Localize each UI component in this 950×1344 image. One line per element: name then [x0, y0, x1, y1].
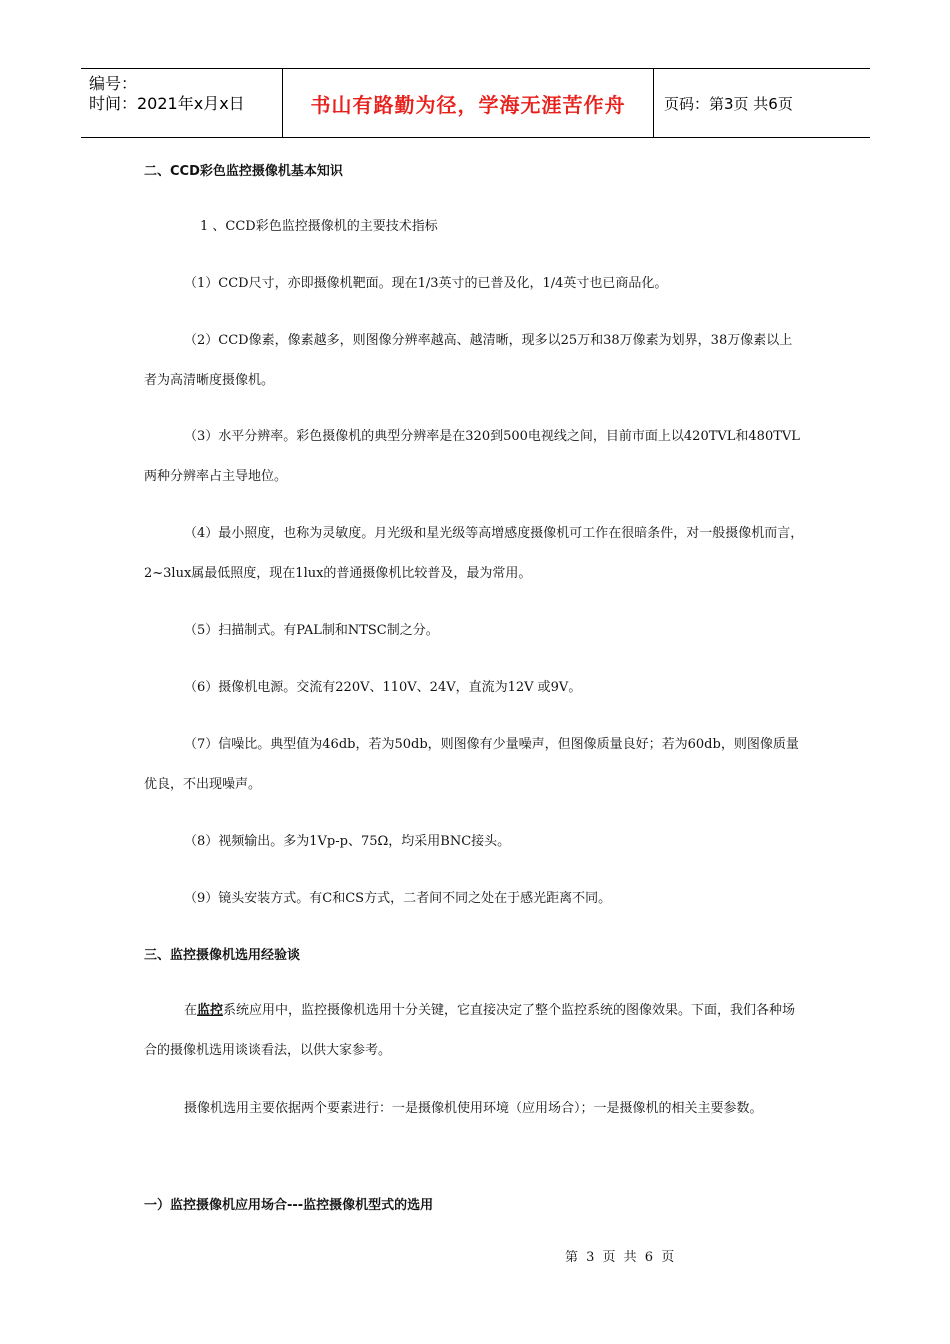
spec-item-7: （7）信噪比。典型值为46db，若为50db，则图像有少量噪声，但图像质量良好；若为60db，则图像质量优良，不出现噪声。 [144, 737, 799, 792]
header-page-label: 页码：第3页 共6页 [664, 94, 793, 113]
spec-item-4: （4）最小照度，也称为灵敏度。月光级和星光级等高增感度摄像机可工作在很暗条件，对一般摄像机而言，2~3lux属最低照度，现在1lux的普通摄像机比较普及，最为常用。 [144, 526, 804, 581]
page-footer: 第 3 页 共 6 页 [565, 1250, 677, 1265]
header-meta [81, 69, 282, 137]
spec-item-3: （3）水平分辨率。彩色摄像机的典型分辨率是在320到500电视线之间，目前市面上以420TVL和480TVL两种分辨率占主导地位。 [144, 429, 800, 484]
spec-item-2: （2）CCD像素，像素越多，则图像分辨率越高、越清晰，现多以25万和38万像素为划界，38万像素以上者为高清晰度摄像机。 [144, 333, 793, 388]
section-heading-3: 三、监控摄像机选用经验谈 [144, 948, 301, 963]
intro-paragraph [144, 991, 804, 1071]
spec-item-5: （5）扫描制式。有PAL制和NTSC制之分。 [184, 623, 439, 638]
section-heading-4: 一）监控摄像机应用场合---监控摄像机型式的选用 [144, 1198, 434, 1213]
doc-date-label: 时间：2021年x月x日 [89, 94, 245, 113]
header-motto: 书山有路勤为径，学海无涯苦作舟 [282, 69, 654, 137]
doc-number-label: 编号： [89, 74, 138, 93]
intro-text-pre: 在 [184, 1003, 198, 1018]
monitoring-link[interactable]: 监控 [197, 1003, 224, 1018]
spec-item-1: （1）CCD尺寸，亦即摄像机靶面。现在1/3英寸的已普及化，1/4英寸也已商品化。 [184, 276, 668, 291]
page-header [81, 68, 870, 138]
selection-paragraph: 摄像机选用主要依据两个要素进行：一是摄像机使用环境（应用场合）；一是摄像机的相关主要参数。 [184, 1101, 763, 1116]
section-heading-2: 二、CCD彩色监控摄像机基本知识 [144, 164, 343, 179]
spec-item-9: （9）镜头安装方式。有C和CS方式，二者间不同之处在于感光距离不同。 [184, 891, 612, 906]
subsection-heading: 1 、CCD彩色监控摄像机的主要技术指标 [200, 219, 438, 234]
spec-item-8: （8）视频输出。多为1Vp-p、75Ω，均采用BNC接头。 [184, 834, 511, 849]
spec-item-6: （6）摄像机电源。交流有220V、110V、24V，直流为12V 或9V。 [184, 680, 582, 695]
intro-text-post: 系统应用中，监控摄像机选用十分关键，它直接决定了整个监控系统的图像效果。下面，我们各种场合的摄像机选用谈谈看法，以供大家参考。 [144, 1003, 796, 1058]
